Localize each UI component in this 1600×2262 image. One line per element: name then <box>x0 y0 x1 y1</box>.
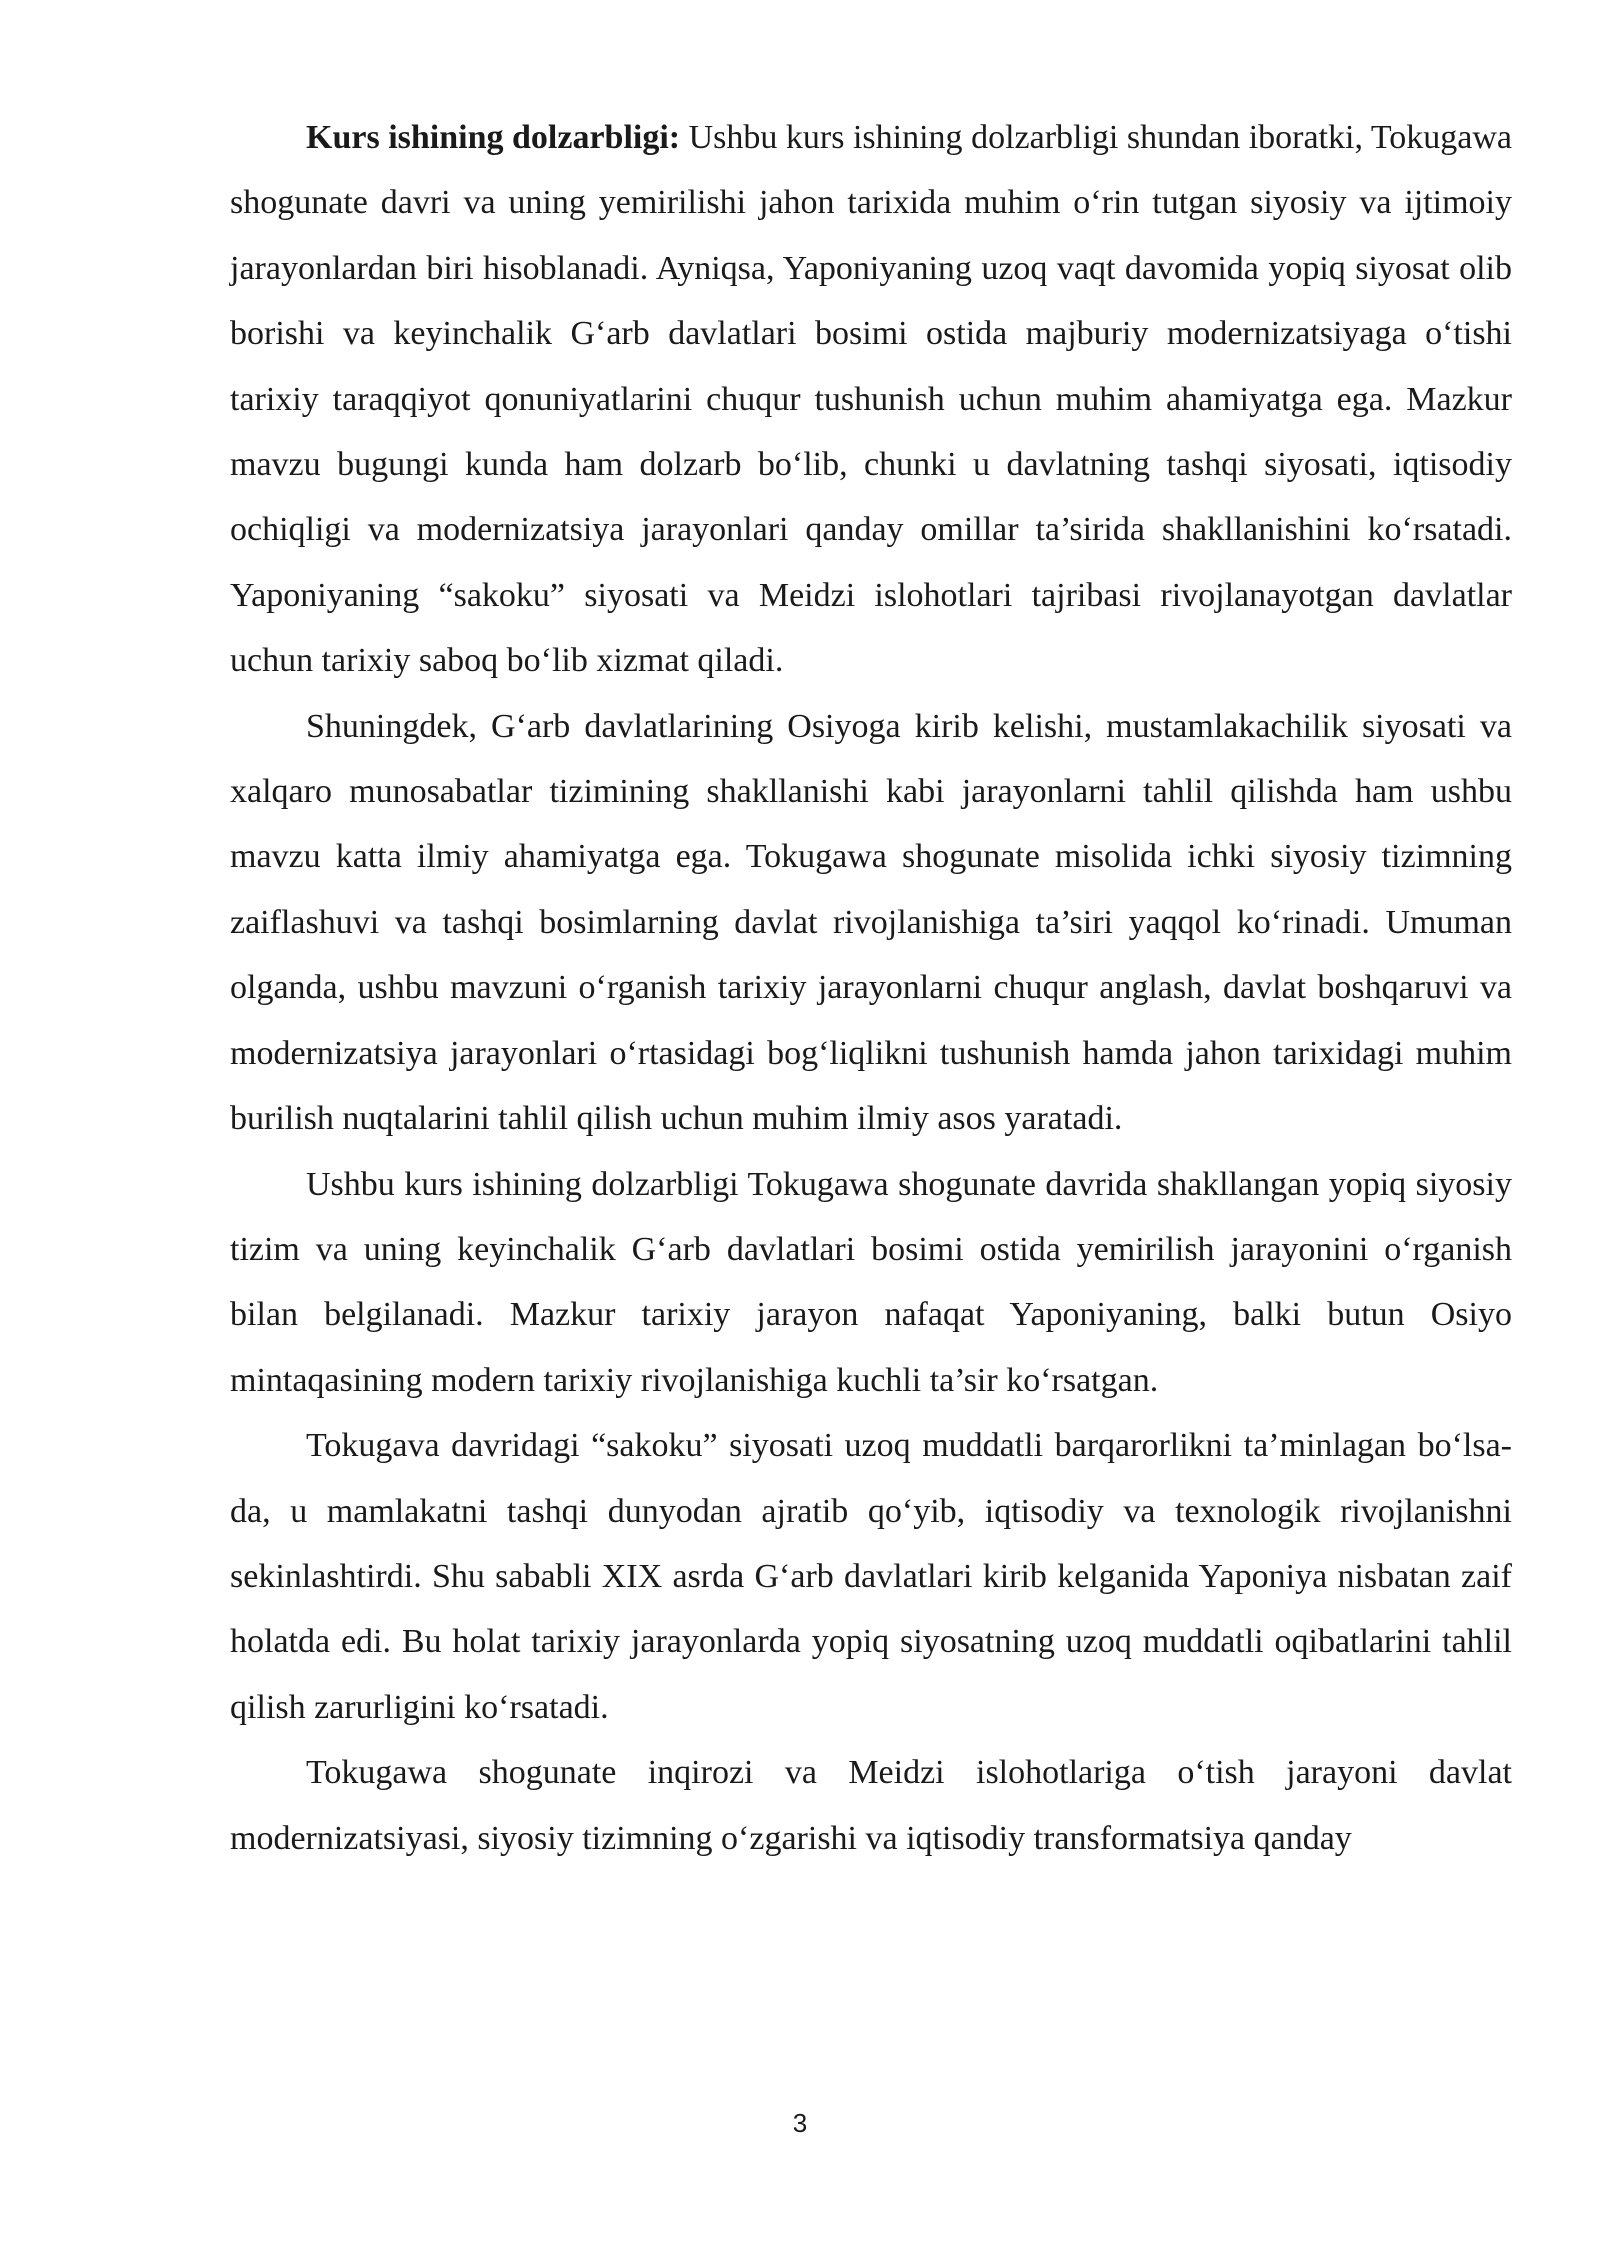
paragraph-lead-heading: Kurs ishining dolzarbligi: <box>306 119 681 156</box>
paragraph-meiji-transition: Tokugawa shogunate inqirozi va Meidzi islohotlariga o‘tish jarayoni davlat modernizatsiyasi, siyosiy tizimning o‘zgarishi va iqtisodiy transformatsiya qanday <box>230 1754 1512 1857</box>
paragraph-relevance <box>230 105 1512 694</box>
paragraph-text: Ushbu kurs ishining dolzarbligi shundan iboratki, Tokugawa shogunate davri va uning yemirilishi jahon tarixida muhim o‘rin tutgan siyosiy va ijtimoiy jarayonlardan biri hisoblanadi. Ayniqsa, Yaponiyaning uzoq vaqt davomida yopiq siyosat olib borishi va keyinchalik G‘arb davlatlari bosimi ostida majburiy modernizatsiyaga o‘tishi tarixiy taraqqiyot qonuniyatlarini chuqur tushunish uchun muhim ahamiyatga ega. Mazkur mavzu bugungi kunda ham dolzarb bo‘lib, chunki u davlatning tashqi siyosati, iqtisodiy ochiqligi va modernizatsiya jarayonlari qanday omillar ta’sirida shakllanishini ko‘rsatadi. Yaponiyaning “sakoku” siyosati va Meidzi islohotlari tajribasi rivojlanayotgan davlatlar uchun tarixiy saboq bo‘lib xizmat qiladi. <box>230 119 1512 680</box>
paragraph-sakoku: Tokugava davridagi “sakoku” siyosati uzoq muddatli barqarorlikni ta’minlagan bo‘lsa-da, u mamlakatni tashqi dunyodan ajratib qo‘yib, iqtisodiy va texnologik rivojlanishni sekinlashtirdi. Shu sababli XIX asrda G‘arb davlatlari kirib kelganida Yaponiya nisbatan zaif holatda edi. Bu holat tarixiy jarayonlarda yopiq siyosatning uzoq muddatli oqibatlarini tahlil qilish zarurligini ko‘rsatadi. <box>230 1427 1512 1726</box>
paragraph-closed-system: Ushbu kurs ishining dolzarbligi Tokugawa shogunate davrida shakllangan yopiq siyosiy tizim va uning keyinchalik G‘arb davlatlari bosimi ostida yemirilish jarayonini o‘rganish bilan belgilanadi. Mazkur tarixiy jarayon nafaqat Yaponiyaning, balki butun Osiyo mintaqasining modern tarixiy rivojlanishiga kuchli ta’sir ko‘rsatgan. <box>230 1165 1512 1399</box>
document-body <box>230 105 1512 1871</box>
paragraph-western-influence: Shuningdek, G‘arb davlatlarining Osiyoga kirib kelishi, mustamlakachilik siyosati va xalqaro munosabatlar tizimining shakllanishi kabi jarayonlarni tahlil qilishda ham ushbu mavzu katta ilmiy ahamiyatga ega. Tokugawa shogunate misolida ichki siyosiy tizimning zaiflashuvi va tashqi bosimlarning davlat rivojlanishiga ta’siri yaqqol ko‘rinadi. Umuman olganda, ushbu mavzuni o‘rganish tarixiy jarayonlarni chuqur anglash, davlat boshqaruvi va modernizatsiya jarayonlari o‘rtasidagi bog‘liqlikni tushunish hamda jahon tarixidagi muhim burilish nuqtalarini tahlil qilish uchun muhim ilmiy asos yaratadi. <box>230 707 1512 1138</box>
page-number: 3 <box>792 2108 808 2138</box>
